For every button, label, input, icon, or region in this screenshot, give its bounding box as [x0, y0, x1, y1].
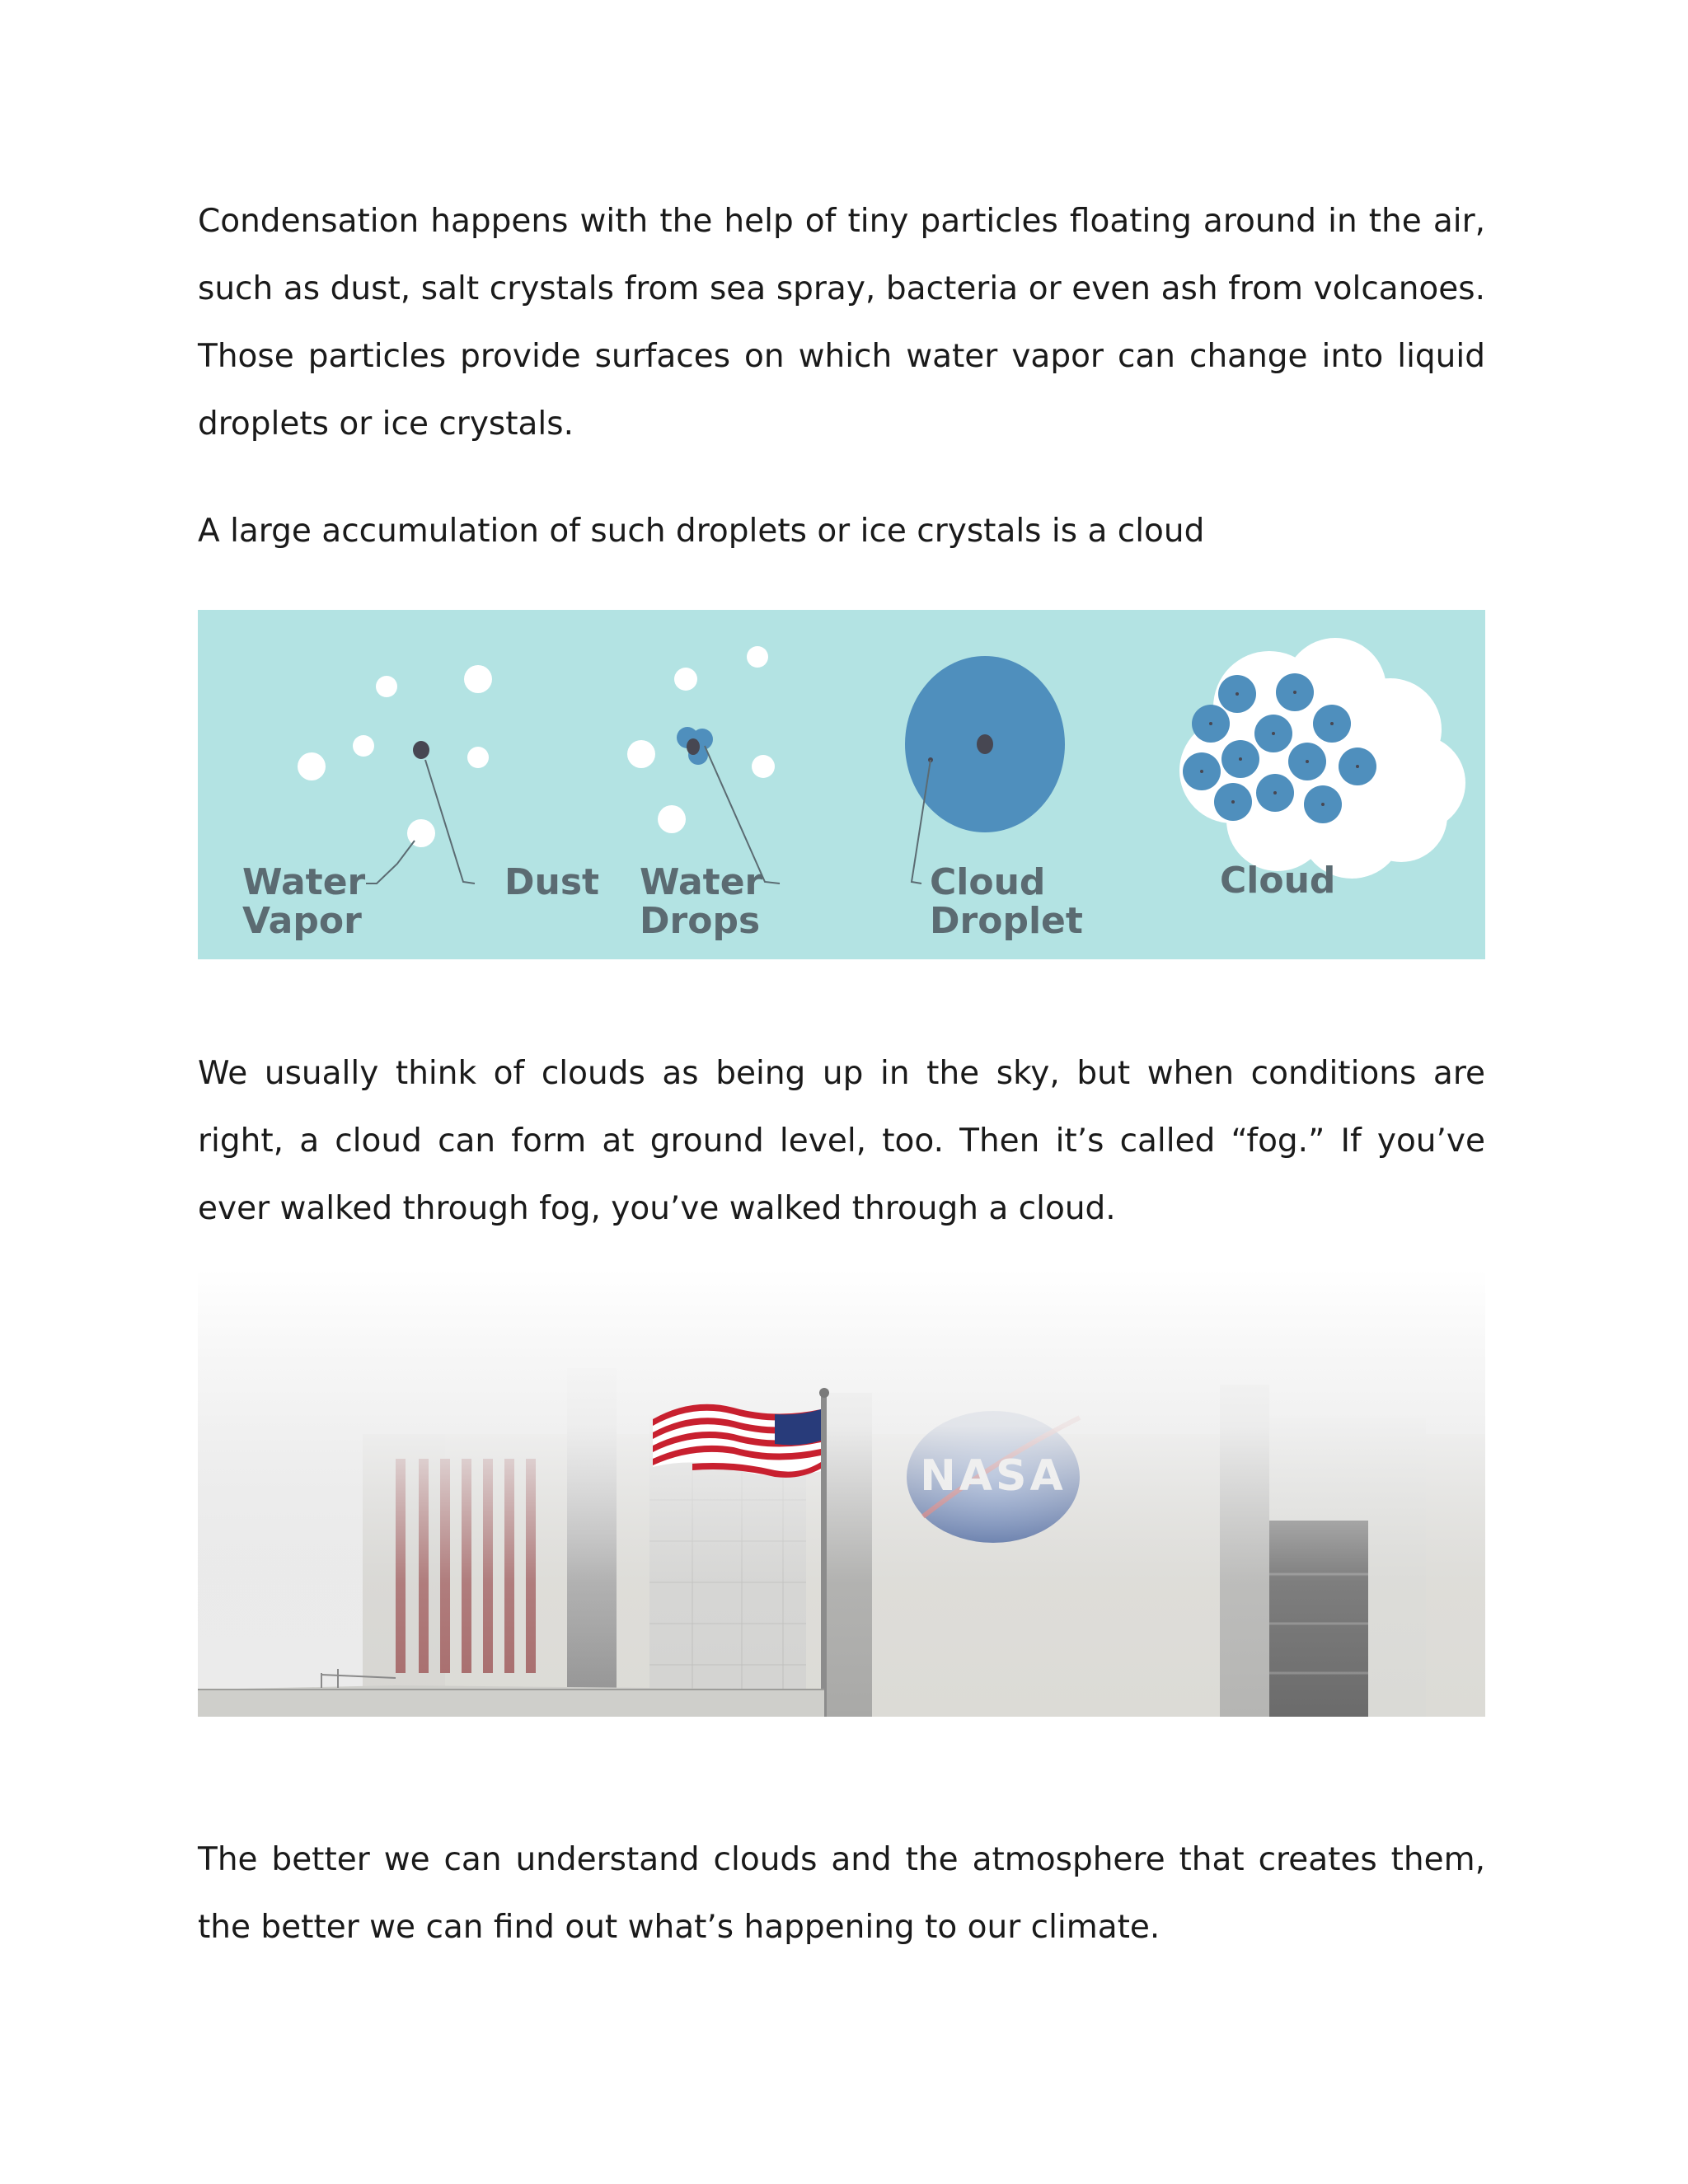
dust-core [687, 738, 700, 755]
vapor-particle [353, 735, 374, 757]
paragraph-cloud-definition: A large accumulation of such droplets or ice crystals is a cloud [198, 513, 1205, 550]
vapor-particle [407, 819, 435, 847]
vapor-particle [658, 805, 686, 833]
vapor-particle [674, 668, 697, 691]
label-cloud-droplet-1: Cloud [930, 861, 1046, 903]
vapor-particle [467, 747, 489, 768]
label-water-vapor-2: Vapor [242, 900, 362, 942]
foggy-nasa-building-photo [198, 1269, 1485, 1717]
label-cloud: Cloud [1220, 860, 1336, 902]
paragraph-condensation: Condensation happens with the help of tiny particles floating around in the air, such as dust, salt crystals from sea spray, bacteria or even ash from volcanoes. Those particles provide surfaces on which water vapor can change into liquid droplets or ice crystals. [198, 203, 1485, 443]
vapor-particle [627, 740, 655, 768]
label-cloud-droplet-2: Droplet [930, 900, 1083, 942]
flag-pole [821, 1394, 827, 1717]
vapor-particle [752, 755, 775, 778]
paragraph-climate: The better we can understand clouds and the atmosphere that creates them, the better we can find out what’s happening to our climate. [198, 1841, 1485, 1946]
vapor-particle [298, 752, 326, 780]
vapor-particle [747, 646, 768, 668]
dust-particle [413, 741, 429, 759]
label-water-drops-1: Water [640, 861, 763, 903]
vapor-particle [464, 665, 492, 693]
paragraph-fog: We usually think of clouds as being up in the sky, but when conditions are right, a cloud can form at ground level, too. Then it’s called “fog.” If you’ve ever walked through fog, you’ve walked through a cloud. [198, 1055, 1485, 1227]
vapor-particle [376, 676, 397, 697]
cloud-formation-diagram [198, 610, 1485, 959]
label-water-drops-2: Drops [640, 900, 761, 942]
label-water-vapor-1: Water [242, 861, 366, 903]
droplet-core [977, 734, 993, 754]
label-dust: Dust [504, 861, 600, 903]
